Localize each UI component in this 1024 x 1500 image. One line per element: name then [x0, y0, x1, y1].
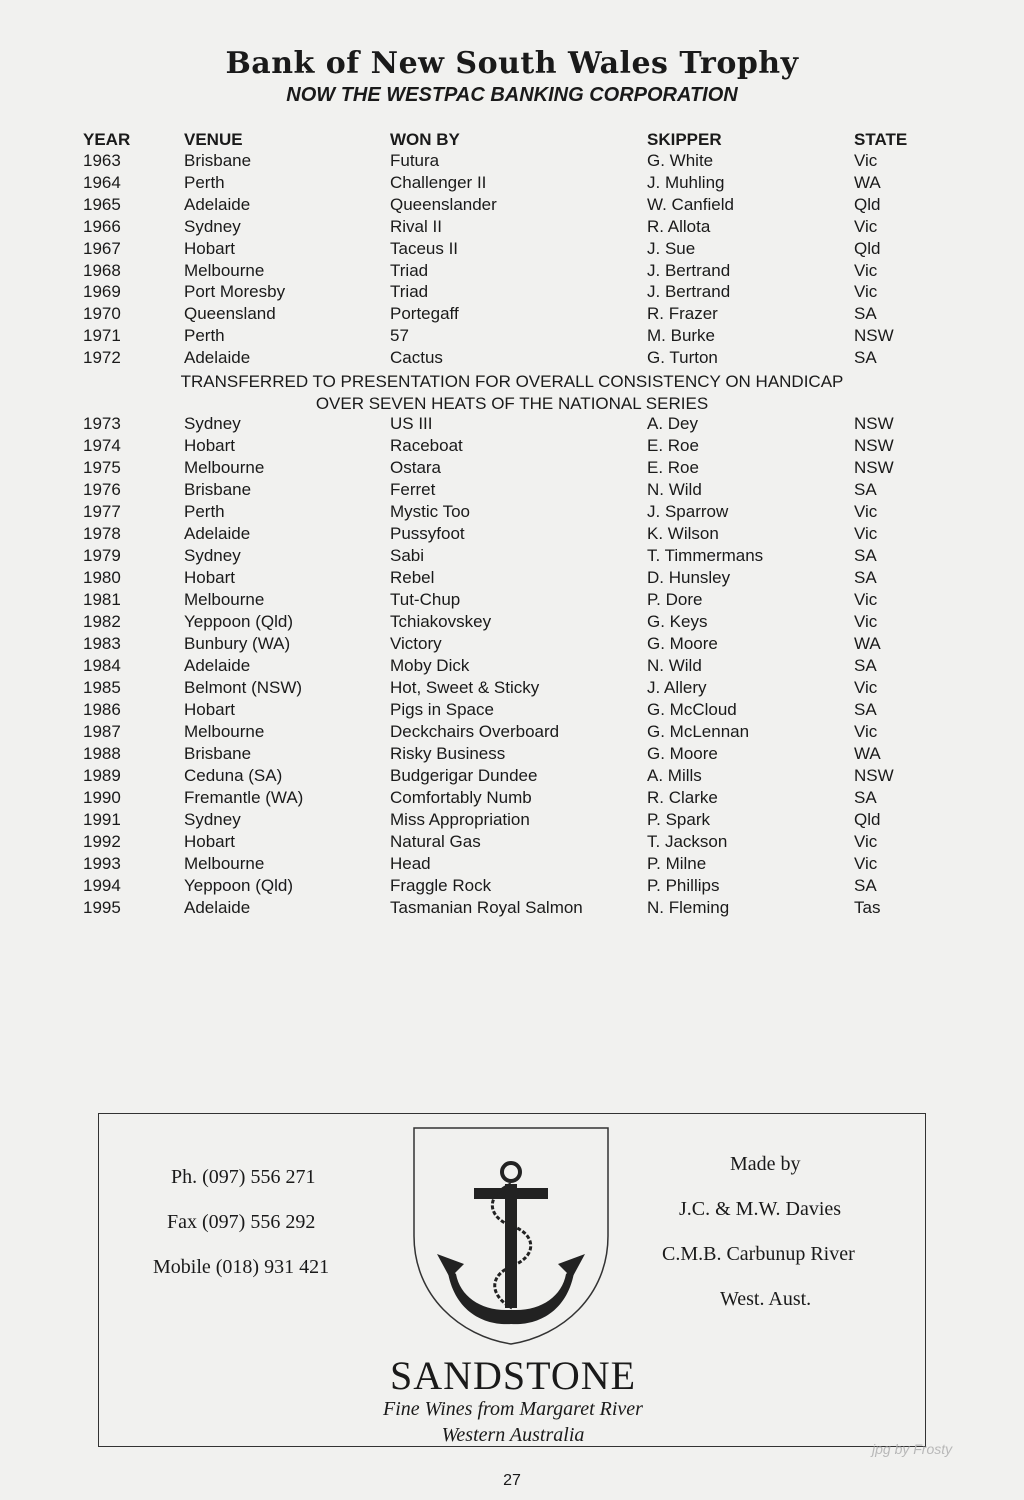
- cell-won-by: Tasmanian Royal Salmon: [390, 898, 583, 917]
- cell-year: 1985: [83, 678, 121, 697]
- cell-won-by: Sabi: [390, 546, 425, 565]
- cell-skipper: N. Wild: [647, 656, 702, 675]
- table-row: [0, 634, 1024, 656]
- cell-year: 1966: [83, 216, 121, 236]
- cell-state: NSW: [854, 458, 894, 477]
- table-row: [0, 348, 1024, 370]
- cell-venue: Belmont (NSW): [184, 678, 303, 697]
- cell-skipper: P. Phillips: [647, 876, 720, 895]
- cell-state: Vic: [854, 678, 878, 697]
- cell-won-by: Challenger II: [390, 172, 487, 192]
- cell-year: 1991: [83, 810, 121, 829]
- table-row: [0, 502, 1024, 524]
- cell-won-by: Cactus: [390, 348, 443, 368]
- cell-venue: Adelaide: [184, 898, 251, 917]
- cell-skipper: N. Wild: [647, 480, 702, 499]
- header-won-by: WON BY: [390, 130, 460, 149]
- cell-skipper: J. Allery: [647, 678, 707, 697]
- table-row: [0, 788, 1024, 810]
- table-row: [0, 898, 1024, 920]
- table-row: [0, 480, 1024, 502]
- table-row: [0, 524, 1024, 546]
- table-row: [0, 876, 1024, 898]
- table-row: [0, 151, 1024, 173]
- cell-won-by: Ferret: [390, 480, 436, 499]
- table-row: [0, 546, 1024, 568]
- cell-venue: Yeppoon (Qld): [184, 876, 294, 895]
- cell-venue: Sydney: [184, 810, 241, 829]
- cell-skipper: A. Dey: [647, 414, 699, 433]
- cell-state: SA: [854, 568, 877, 587]
- ad-region: West. Aust.: [720, 1288, 812, 1310]
- cell-won-by: Queenslander: [390, 194, 497, 214]
- cell-skipper: G. White: [647, 151, 714, 170]
- cell-year: 1975: [83, 458, 121, 477]
- header-state: STATE: [854, 130, 908, 149]
- cell-won-by: Risky Business: [390, 744, 506, 763]
- cell-venue: Hobart: [184, 832, 236, 851]
- table-row: [0, 436, 1024, 458]
- ad-brand: SANDSTONE: [389, 1353, 637, 1398]
- table-row: [0, 590, 1024, 612]
- cell-year: 1963: [83, 151, 121, 170]
- table-header: [0, 130, 1024, 152]
- cell-venue: Hobart: [184, 238, 236, 258]
- cell-skipper: T. Timmermans: [647, 546, 764, 565]
- header-year: YEAR: [83, 130, 131, 149]
- cell-venue: Hobart: [184, 700, 236, 719]
- table-row: [0, 458, 1024, 480]
- cell-venue: Melbourne: [184, 590, 265, 609]
- cell-skipper: J. Muhling: [647, 172, 725, 192]
- cell-year: 1979: [83, 546, 121, 565]
- ad-mobile: Mobile (018) 931 421: [153, 1256, 330, 1278]
- cell-venue: Fremantle (WA): [184, 788, 304, 807]
- cell-won-by: Triad: [390, 260, 429, 280]
- ad-address: C.M.B. Carbunup River: [662, 1243, 855, 1265]
- cell-state: NSW: [854, 414, 894, 433]
- table-row: [0, 678, 1024, 700]
- table-row: [0, 656, 1024, 678]
- ad-phone: Ph. (097) 556 271: [171, 1166, 316, 1188]
- cell-skipper: J. Sue: [647, 238, 696, 258]
- cell-year: 1978: [83, 524, 121, 543]
- cell-year: 1965: [83, 194, 121, 214]
- cell-year: 1984: [83, 656, 121, 675]
- cell-won-by: Budgerigar Dundee: [390, 766, 538, 785]
- cell-state: WA: [854, 634, 881, 653]
- cell-won-by: Raceboat: [390, 436, 463, 455]
- cell-won-by: Victory: [390, 634, 442, 653]
- cell-year: 1987: [83, 722, 121, 741]
- cell-year: 1970: [83, 304, 121, 324]
- cell-venue: Adelaide: [184, 348, 251, 368]
- cell-won-by: Natural Gas: [390, 832, 481, 851]
- cell-skipper: G. Moore: [647, 744, 718, 763]
- cell-skipper: G. McCloud: [647, 700, 737, 719]
- cell-won-by: Triad: [390, 282, 429, 302]
- table-row: [0, 744, 1024, 766]
- cell-year: 1967: [83, 238, 121, 258]
- cell-state: SA: [854, 546, 877, 565]
- cell-venue: Perth: [184, 326, 225, 346]
- cell-won-by: Pussyfoot: [390, 524, 465, 543]
- header-venue: VENUE: [184, 130, 243, 149]
- cell-venue: Hobart: [184, 436, 236, 455]
- cell-state: NSW: [854, 766, 894, 785]
- table-row: [0, 326, 1024, 348]
- cell-venue: Bunbury (WA): [184, 634, 291, 653]
- image-credit: jpg by Frosty: [872, 1441, 953, 1457]
- cell-state: Qld: [854, 238, 881, 258]
- cell-year: 1983: [83, 634, 121, 653]
- cell-state: WA: [854, 744, 881, 763]
- table-row: [0, 832, 1024, 854]
- cell-venue: Port Moresby: [184, 282, 286, 302]
- page-number: 27: [503, 1472, 521, 1489]
- table-row: [0, 722, 1024, 744]
- cell-state: WA: [854, 172, 881, 192]
- table-row: [0, 810, 1024, 832]
- anchor-icon: [412, 1126, 610, 1346]
- ad-tagline-2: Western Australia: [441, 1424, 585, 1446]
- cell-year: 1973: [83, 414, 121, 433]
- cell-won-by: Deckchairs Overboard: [390, 722, 560, 741]
- cell-won-by: Rebel: [390, 568, 435, 587]
- cell-state: Vic: [854, 590, 878, 609]
- cell-year: 1971: [83, 326, 121, 346]
- ad-made-by: Made by: [730, 1153, 801, 1175]
- cell-skipper: A. Mills: [647, 766, 702, 785]
- cell-state: NSW: [854, 326, 894, 346]
- cell-venue: Queensland: [184, 304, 276, 324]
- cell-venue: Adelaide: [184, 656, 251, 675]
- cell-venue: Hobart: [184, 568, 236, 587]
- cell-skipper: P. Dore: [647, 590, 703, 609]
- cell-state: Tas: [854, 898, 881, 917]
- cell-state: Vic: [854, 524, 878, 543]
- trophy-subtitle: NOW THE WESTPAC BANKING CORPORATION: [286, 84, 738, 106]
- table-row: [0, 239, 1024, 261]
- cell-skipper: G. McLennan: [647, 722, 750, 741]
- cell-venue: Adelaide: [184, 524, 251, 543]
- transfer-note-line-2: OVER SEVEN HEATS OF THE NATIONAL SERIES: [315, 394, 709, 413]
- cell-skipper: E. Roe: [647, 436, 699, 455]
- cell-skipper: D. Hunsley: [647, 568, 731, 587]
- cell-state: SA: [854, 788, 877, 807]
- cell-venue: Melbourne: [184, 260, 265, 280]
- cell-won-by: Futura: [390, 151, 440, 170]
- cell-skipper: J. Bertrand: [647, 260, 731, 280]
- cell-year: 1995: [83, 898, 121, 917]
- cell-skipper: K. Wilson: [647, 524, 719, 543]
- cell-won-by: Ostara: [390, 458, 442, 477]
- cell-venue: Sydney: [184, 414, 241, 433]
- cell-state: Vic: [854, 502, 878, 521]
- cell-skipper: P. Milne: [647, 854, 707, 873]
- cell-skipper: G. Turton: [647, 348, 718, 368]
- cell-won-by: Tchiakovskey: [390, 612, 492, 631]
- cell-year: 1989: [83, 766, 121, 785]
- table-row: [0, 414, 1024, 436]
- table-row: [0, 195, 1024, 217]
- cell-won-by: 57: [390, 326, 409, 346]
- ad-fax: Fax (097) 556 292: [167, 1211, 316, 1233]
- cell-state: Vic: [854, 260, 878, 280]
- table-row: [0, 261, 1024, 283]
- cell-year: 1977: [83, 502, 121, 521]
- cell-skipper: E. Roe: [647, 458, 699, 477]
- cell-state: Vic: [854, 854, 878, 873]
- cell-year: 1990: [83, 788, 121, 807]
- table-row: [0, 282, 1024, 304]
- table-row: [0, 217, 1024, 239]
- cell-skipper: P. Spark: [647, 810, 711, 829]
- table-row: [0, 304, 1024, 326]
- cell-won-by: Comfortably Numb: [390, 788, 532, 807]
- cell-year: 1964: [83, 172, 121, 192]
- cell-skipper: T. Jackson: [647, 832, 728, 851]
- cell-venue: Melbourne: [184, 722, 265, 741]
- cell-state: Qld: [854, 810, 881, 829]
- cell-state: Vic: [854, 216, 878, 236]
- cell-year: 1974: [83, 436, 121, 455]
- cell-skipper: R. Clarke: [647, 788, 718, 807]
- table-row: [0, 568, 1024, 590]
- cell-state: Vic: [854, 722, 878, 741]
- cell-won-by: Portegaff: [390, 304, 459, 324]
- cell-venue: Brisbane: [184, 744, 252, 763]
- cell-skipper: J. Sparrow: [647, 502, 729, 521]
- cell-state: Vic: [854, 151, 878, 170]
- cell-skipper: G. Keys: [647, 612, 708, 631]
- cell-won-by: Moby Dick: [390, 656, 470, 675]
- cell-won-by: US III: [390, 414, 433, 433]
- cell-skipper: N. Fleming: [647, 898, 730, 917]
- cell-year: 1972: [83, 348, 121, 368]
- sandstone-advert: [98, 1113, 926, 1447]
- ad-maker: J.C. & M.W. Davies: [679, 1198, 842, 1220]
- cell-year: 1981: [83, 590, 121, 609]
- cell-venue: Perth: [184, 502, 225, 521]
- cell-won-by: Pigs in Space: [390, 700, 494, 719]
- cell-venue: Sydney: [184, 216, 241, 236]
- table-row: [0, 766, 1024, 788]
- cell-skipper: R. Allota: [647, 216, 711, 236]
- cell-venue: Adelaide: [184, 194, 251, 214]
- cell-year: 1992: [83, 832, 121, 851]
- cell-state: Qld: [854, 194, 881, 214]
- cell-year: 1976: [83, 480, 121, 499]
- cell-year: 1994: [83, 876, 121, 895]
- cell-won-by: Tut-Chup: [390, 590, 461, 609]
- cell-year: 1982: [83, 612, 121, 631]
- cell-skipper: G. Moore: [647, 634, 718, 653]
- cell-venue: Melbourne: [184, 458, 265, 477]
- cell-state: Vic: [854, 612, 878, 631]
- cell-won-by: Head: [390, 854, 431, 873]
- table-row: [0, 173, 1024, 195]
- cell-skipper: J. Bertrand: [647, 282, 731, 302]
- cell-state: SA: [854, 876, 877, 895]
- cell-venue: Sydney: [184, 546, 241, 565]
- cell-venue: Ceduna (SA): [184, 766, 283, 785]
- ad-tagline-1: Fine Wines from Margaret River: [383, 1398, 643, 1420]
- cell-year: 1969: [83, 282, 121, 302]
- cell-won-by: Mystic Too: [390, 502, 470, 521]
- table-row: [0, 612, 1024, 634]
- cell-state: Vic: [854, 282, 878, 302]
- table-row: [0, 854, 1024, 876]
- cell-won-by: Fraggle Rock: [390, 876, 492, 895]
- cell-state: SA: [854, 700, 877, 719]
- transfer-note-line-1: TRANSFERRED TO PRESENTATION FOR OVERALL CONSISTENCY ON HANDICAP: [180, 372, 844, 391]
- cell-skipper: W. Canfield: [647, 194, 734, 214]
- cell-state: SA: [854, 480, 877, 499]
- cell-won-by: Miss Appropriation: [390, 810, 530, 829]
- cell-year: 1993: [83, 854, 121, 873]
- cell-state: NSW: [854, 436, 894, 455]
- cell-venue: Brisbane: [184, 151, 252, 170]
- cell-venue: Brisbane: [184, 480, 252, 499]
- table-row: [0, 700, 1024, 722]
- cell-year: 1986: [83, 700, 121, 719]
- cell-venue: Melbourne: [184, 854, 265, 873]
- header-skipper: SKIPPER: [647, 130, 722, 149]
- cell-state: SA: [854, 656, 877, 675]
- cell-skipper: M. Burke: [647, 326, 716, 346]
- cell-won-by: Hot, Sweet & Sticky: [390, 678, 540, 697]
- cell-year: 1988: [83, 744, 121, 763]
- cell-state: Vic: [854, 832, 878, 851]
- cell-venue: Yeppoon (Qld): [184, 612, 294, 631]
- cell-won-by: Taceus II: [390, 238, 459, 258]
- cell-state: SA: [854, 304, 877, 324]
- cell-skipper: R. Frazer: [647, 304, 718, 324]
- cell-year: 1968: [83, 260, 121, 280]
- cell-venue: Perth: [184, 172, 225, 192]
- cell-state: SA: [854, 348, 877, 368]
- cell-won-by: Rival II: [390, 216, 442, 236]
- cell-year: 1980: [83, 568, 121, 587]
- trophy-title: Bank of New South Wales Trophy: [225, 46, 799, 81]
